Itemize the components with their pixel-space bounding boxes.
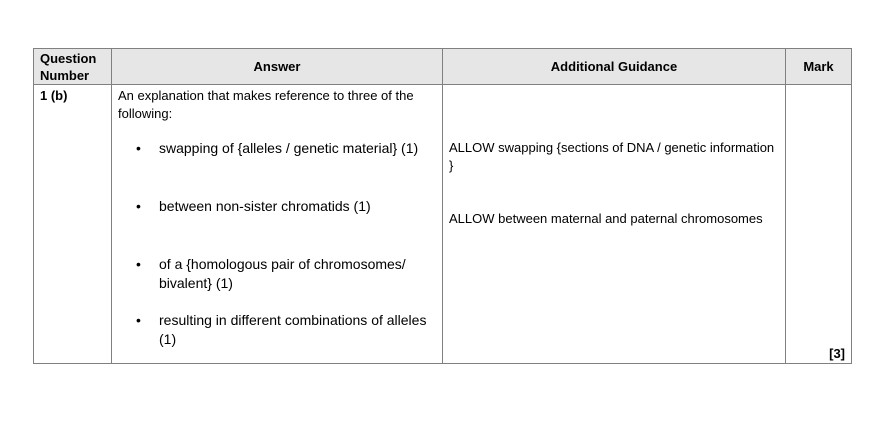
answer-point-text: resulting in different combinations of alleles (1): [159, 312, 427, 347]
answer-point: [136, 311, 436, 349]
guidance-note: ALLOW swapping {sections of DNA / genetic information }: [449, 140, 775, 173]
table-row: [34, 85, 852, 364]
answer-cell: [112, 85, 443, 364]
bullet-icon: •: [136, 312, 141, 328]
answer-point: [136, 255, 436, 293]
question-number: 1 (b): [34, 85, 112, 364]
mark-scheme-table: [33, 48, 852, 364]
answer-point: [136, 139, 436, 158]
answer-point-text: between non-sister chromatids (1): [159, 198, 371, 214]
mark-cell: [786, 85, 852, 364]
answer-intro: An explanation that makes reference to three of the following:: [118, 88, 414, 121]
answer-point-text: swapping of {alleles / genetic material} (1): [159, 140, 419, 156]
bullet-icon: •: [136, 256, 141, 272]
answer-point: [136, 197, 436, 216]
answer-point-text: of a {homologous pair of chromosomes/ bivalent} (1): [159, 256, 406, 291]
mark-total: [3]: [829, 346, 845, 361]
header-answer: Answer: [112, 49, 443, 85]
guidance-cell: [443, 85, 786, 364]
bullet-icon: •: [136, 140, 141, 156]
header-mark: Mark: [786, 49, 852, 85]
header-row: [34, 49, 852, 85]
guidance-note: ALLOW between maternal and paternal chromosomes: [449, 211, 763, 226]
bullet-icon: •: [136, 198, 141, 214]
header-question-number: Question Number: [34, 49, 112, 85]
header-additional-guidance: Additional Guidance: [443, 49, 786, 85]
